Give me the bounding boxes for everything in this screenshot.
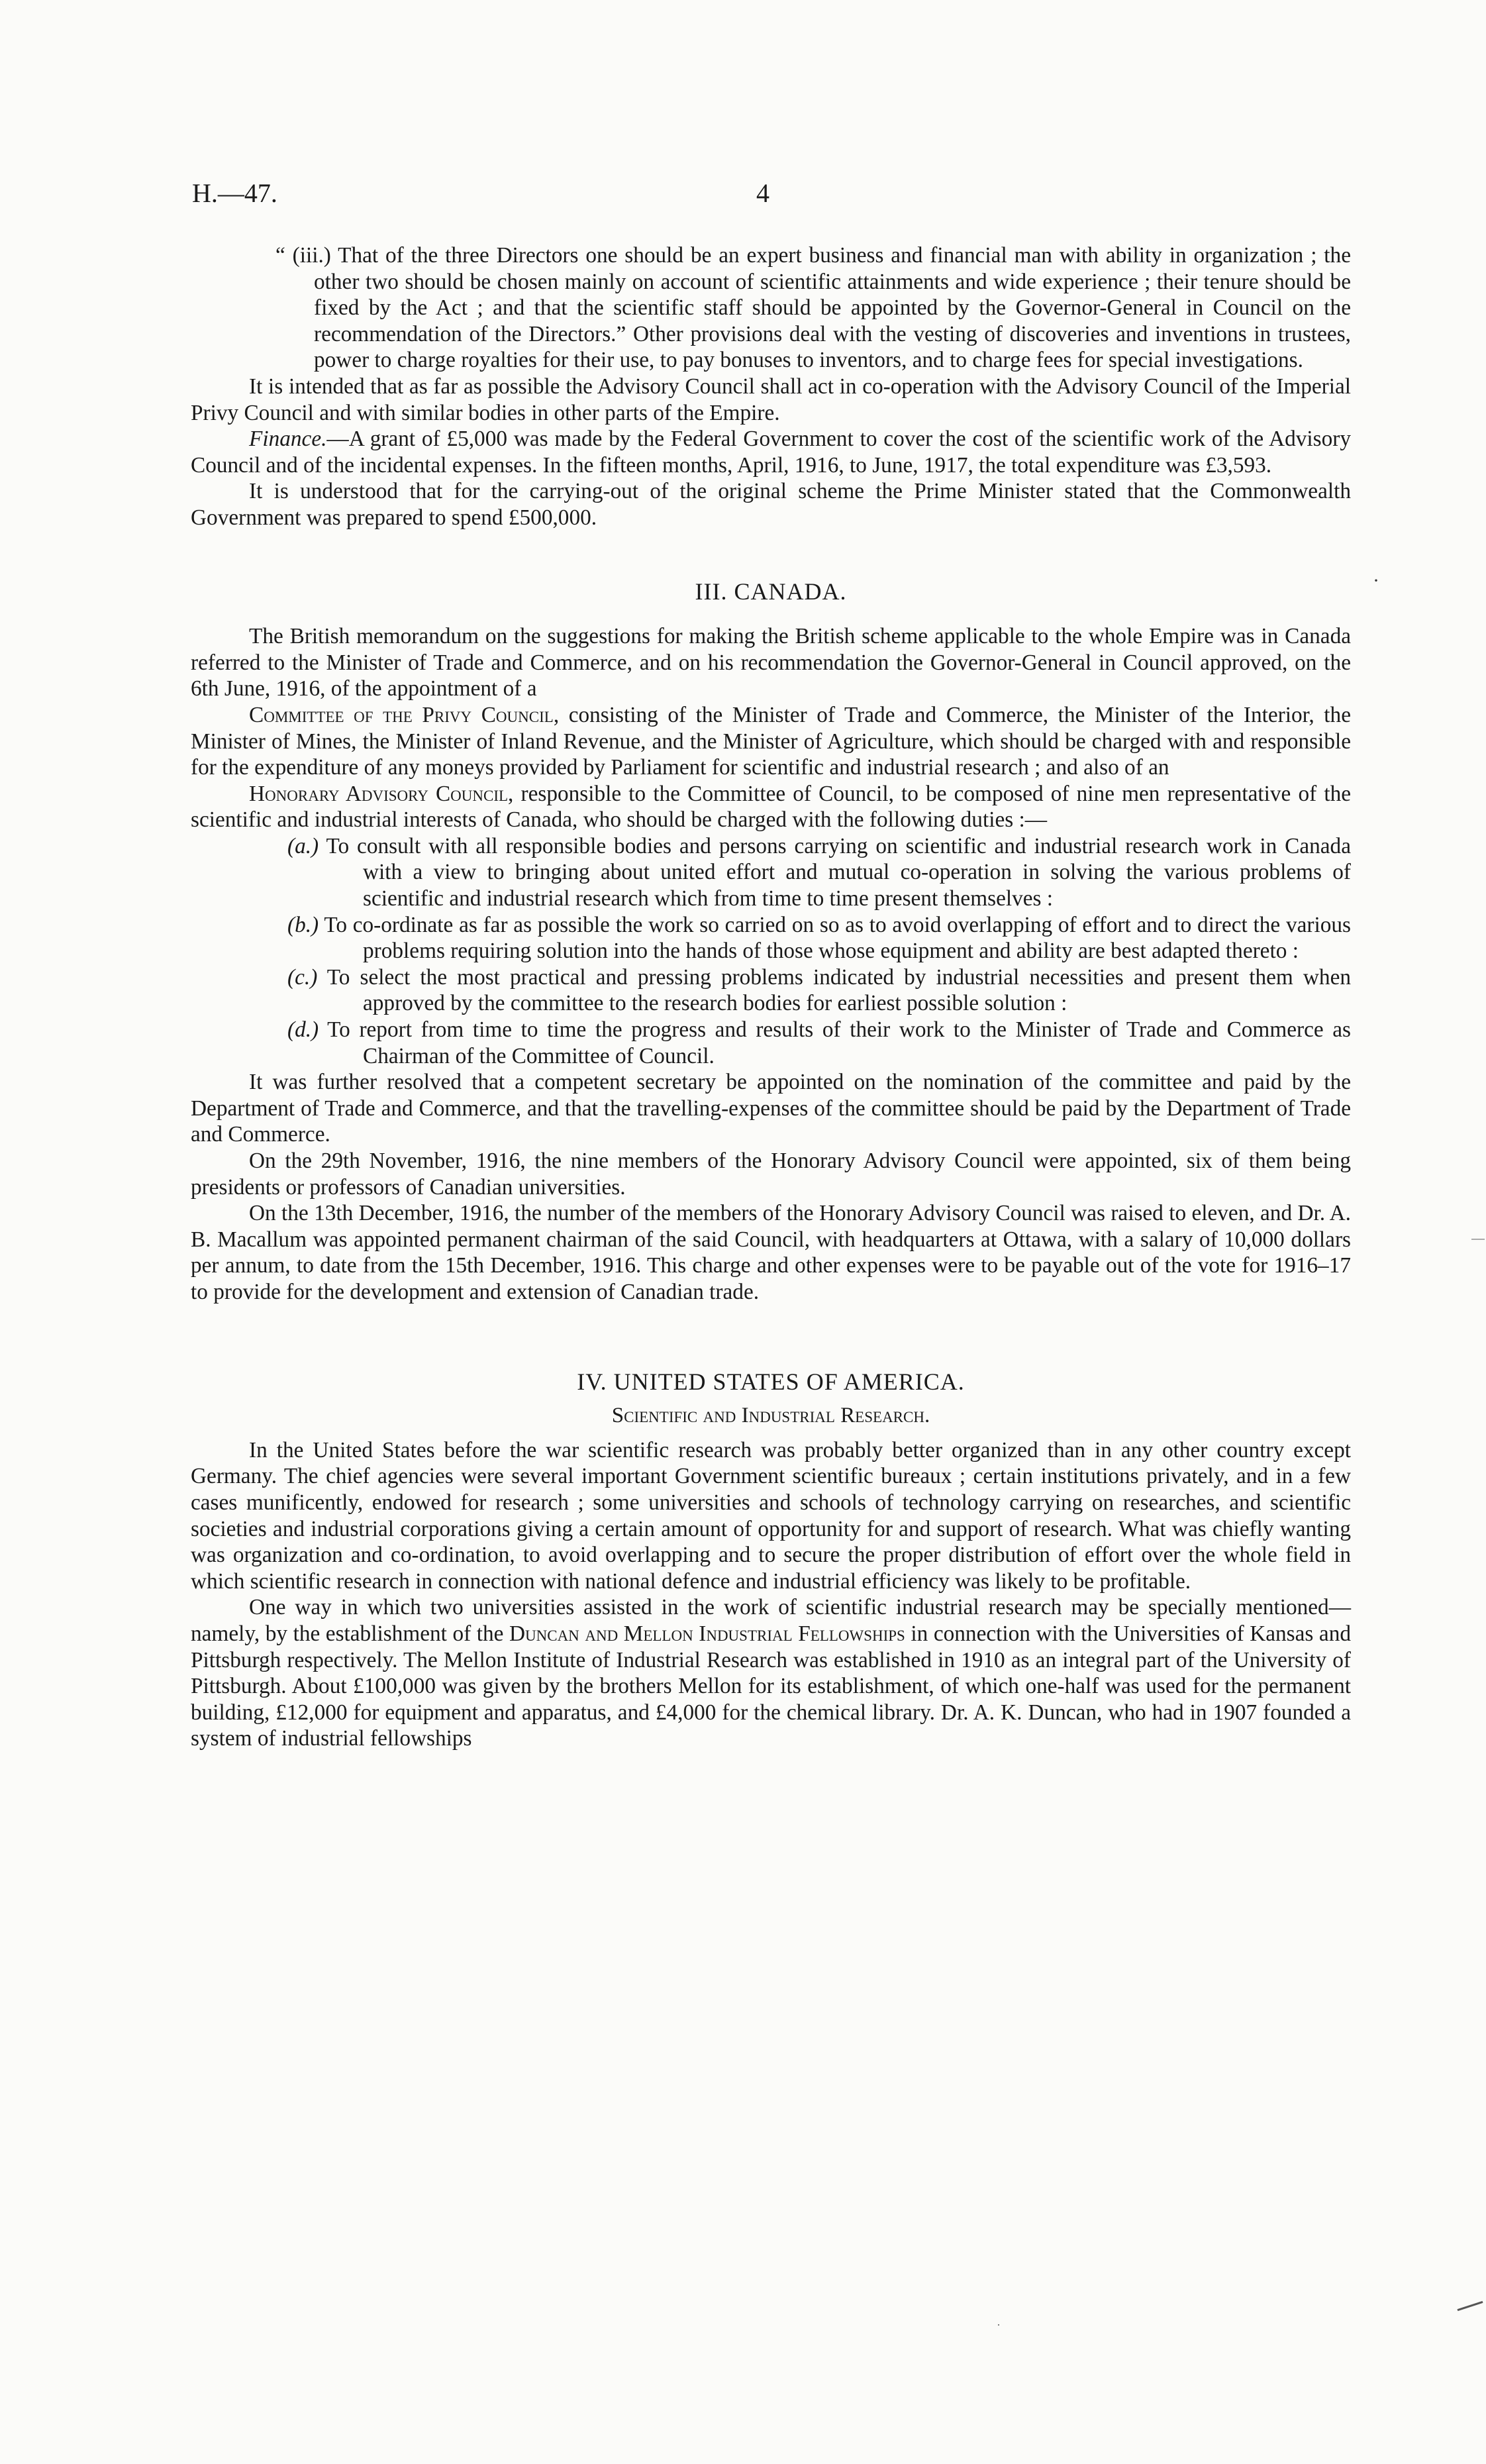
paragraph-finance	[191, 426, 1351, 478]
duty-label: (d.)	[287, 1017, 319, 1043]
paragraph-council	[191, 781, 1351, 833]
margin-mark	[1458, 2301, 1483, 2311]
finance-text: —A grant of £5,000 was made by the Federal Government to cover the cost of the scientific work of the Advisory Council and of the incidental expenses. In the fifteen months, April, 1916, to June, 1917, the total expenditure was £3,593.	[191, 427, 1351, 478]
paragraph-committee	[191, 702, 1351, 781]
committee-text: , consisting of the Minister of Trade and Commerce, the Minister of the Interior, the Minister of Mines, the Minister of Inland Revenue, and the Minister of Agriculture, which should be charged with and responsible for the expenditure of any moneys provided by Parliament for scientific and industrial research ; and also of an	[191, 702, 1351, 780]
finance-label: Finance.	[249, 427, 327, 452]
stray-dot: ·	[997, 2318, 1001, 2332]
duty-text: To co-ordinate as far as possible the work so carried on so as to avoid overlapping of effort and to direct the various problems requiring solution into the hands of those whose equipment and ability are best adapted thereto :	[324, 912, 1351, 964]
section-subheading-research: Scientific and Industrial Research.	[611, 1404, 930, 1428]
paragraph-fellowships	[191, 1594, 1351, 1752]
duty-text: To report from time to time the progress and results of their work to the Minister of Trade and Commerce as Chairman of the Committee of Council.	[327, 1017, 1351, 1068]
duty-label: (b.)	[287, 912, 319, 937]
duty-text: To consult with all responsible bodies and persons carrying on scientific and industrial research work in Canada with a view to bringing about united effort and mutual co-operation in solving the various problems of scientific and industrial research which from time to time present themselves :	[326, 833, 1351, 911]
page-header	[192, 178, 1358, 217]
margin-mark	[1471, 1239, 1485, 1240]
duty-item	[287, 833, 1351, 912]
duty-label: (a.)	[287, 833, 319, 858]
duty-item	[287, 912, 1351, 964]
council-text: , responsible to the Committee of Council, to be composed of nine men representative of the scientific and industrial interests of Canada, who should be charged with the following duties :—	[191, 781, 1351, 833]
committee-label: Committee of the Privy Council	[249, 702, 554, 727]
document-body	[191, 242, 1351, 1752]
paragraph-canada-intro: The British memorandum on the suggestions for making the British scheme applicable to the whole Empire was in Canada referred to the Minister of Trade and Commerce, and on his recommendation the Governor-General in Council approved, on the 6th June, 1916, of the appointment of a	[191, 624, 1351, 701]
duty-item	[287, 1017, 1351, 1069]
section-heading-canada: III. CANADA.	[695, 578, 847, 605]
duty-item	[287, 964, 1351, 1017]
quote-clause-iii: “ (iii.) That of the three Directors one should be an expert business and financial man with ability in organization ; the other two should be chosen mainly on account of scientific attainments and wide experience ; their tenure should be fixed by the Act ; and that the scientific staff should be appointed by the Governor-General in Council on the recommendation of the Directors.” Other provisions deal with the vesting of discoveries and inventions in trustees, power to charge royalties for their use, to pay bonuses to inventors, and to charge fees for special investigations.	[275, 243, 1351, 373]
document-reference: H.—47.	[192, 178, 277, 208]
page-number: 4	[756, 178, 769, 208]
fellowships-text-a: One way in which two universities assisted in the work of scientific industrial research may be specially mentioned—namely, by the establishment of the	[191, 1595, 1351, 1646]
paragraph-secretary: It was further resolved that a competent secretary be appointed on the nomination of the committee and paid by the Department of Trade and Commerce, and that the travelling-expenses of the committee should be paid by the Department of Trade and Commerce.	[191, 1070, 1351, 1147]
council-label: Honorary Advisory Council	[249, 781, 509, 806]
fellowships-text-b: in connection with the Universities of Kansas and Pittsburgh respectively. The Mellon Institute of Industrial Research was established in 1910 as an integral part of the University of Pittsburgh. About £100,000 was given by the brothers Mellon for its establishment, of which one-half was used for the permanent building, £12,000 for equipment and apparatus, and £4,000 for the chemical library. Dr. A. K. Duncan, who had in 1907 founded a system of industrial fellowships	[191, 1621, 1352, 1751]
paragraph-before-war: In the United States before the war scientific research was probably better organized than in any other country except Germany. The chief agencies were several important Government scientific bureaux ; certain institutions privately, and in a few cases munificently, endowed for research ; some universities and schools of technology carrying on researches, and scientific societies and industrial corporations giving a certain amount of opportunity for and support of research. What was chiefly wanting was organization and co-ordination, to avoid overlapping and to secure the proper distribution of effort over the whole field in which scientific research in connection with national defence and industrial efficiency was likely to be profitable.	[191, 1437, 1351, 1594]
duty-label: (c.)	[287, 964, 318, 990]
duty-text: To select the most practical and pressing problems indicated by industrial necessities and present them when approved by the committee to the research bodies for earliest possible solution :	[326, 964, 1351, 1016]
paragraph-eleven: On the 13th December, 1916, the number of the members of the Honorary Advisory Council was raised to eleven, and Dr. A. B. Macallum was appointed permanent chairman of the said Council, with headquarters at Ottawa, with a salary of 10,000 dollars per annum, to date from the 15th December, 1916. This charge and other expenses were to be payable out of the vote for 1916–17 to provide for the development and extension of Canadian trade.	[191, 1201, 1351, 1304]
margin-dot: ·	[1373, 570, 1379, 591]
section-heading-usa: IV. UNITED STATES OF AMERICA.	[577, 1368, 965, 1395]
fellowships-label: Duncan and Mellon Industrial Fellowships	[509, 1621, 905, 1646]
paragraph-intended: It is intended that as far as possible the Advisory Council shall act in co-operation with the Advisory Council of the Imperial Privy Council and with similar bodies in other parts of the Empire.	[191, 374, 1351, 425]
paragraph-understood: It is understood that for the carrying-out of the original scheme the Prime Minister stated that the Commonwealth Government was prepared to spend £500,000.	[191, 479, 1351, 530]
paragraph-members: On the 29th November, 1916, the nine members of the Honorary Advisory Council were appointed, six of them being presidents or professors of Canadian universities.	[191, 1149, 1351, 1200]
